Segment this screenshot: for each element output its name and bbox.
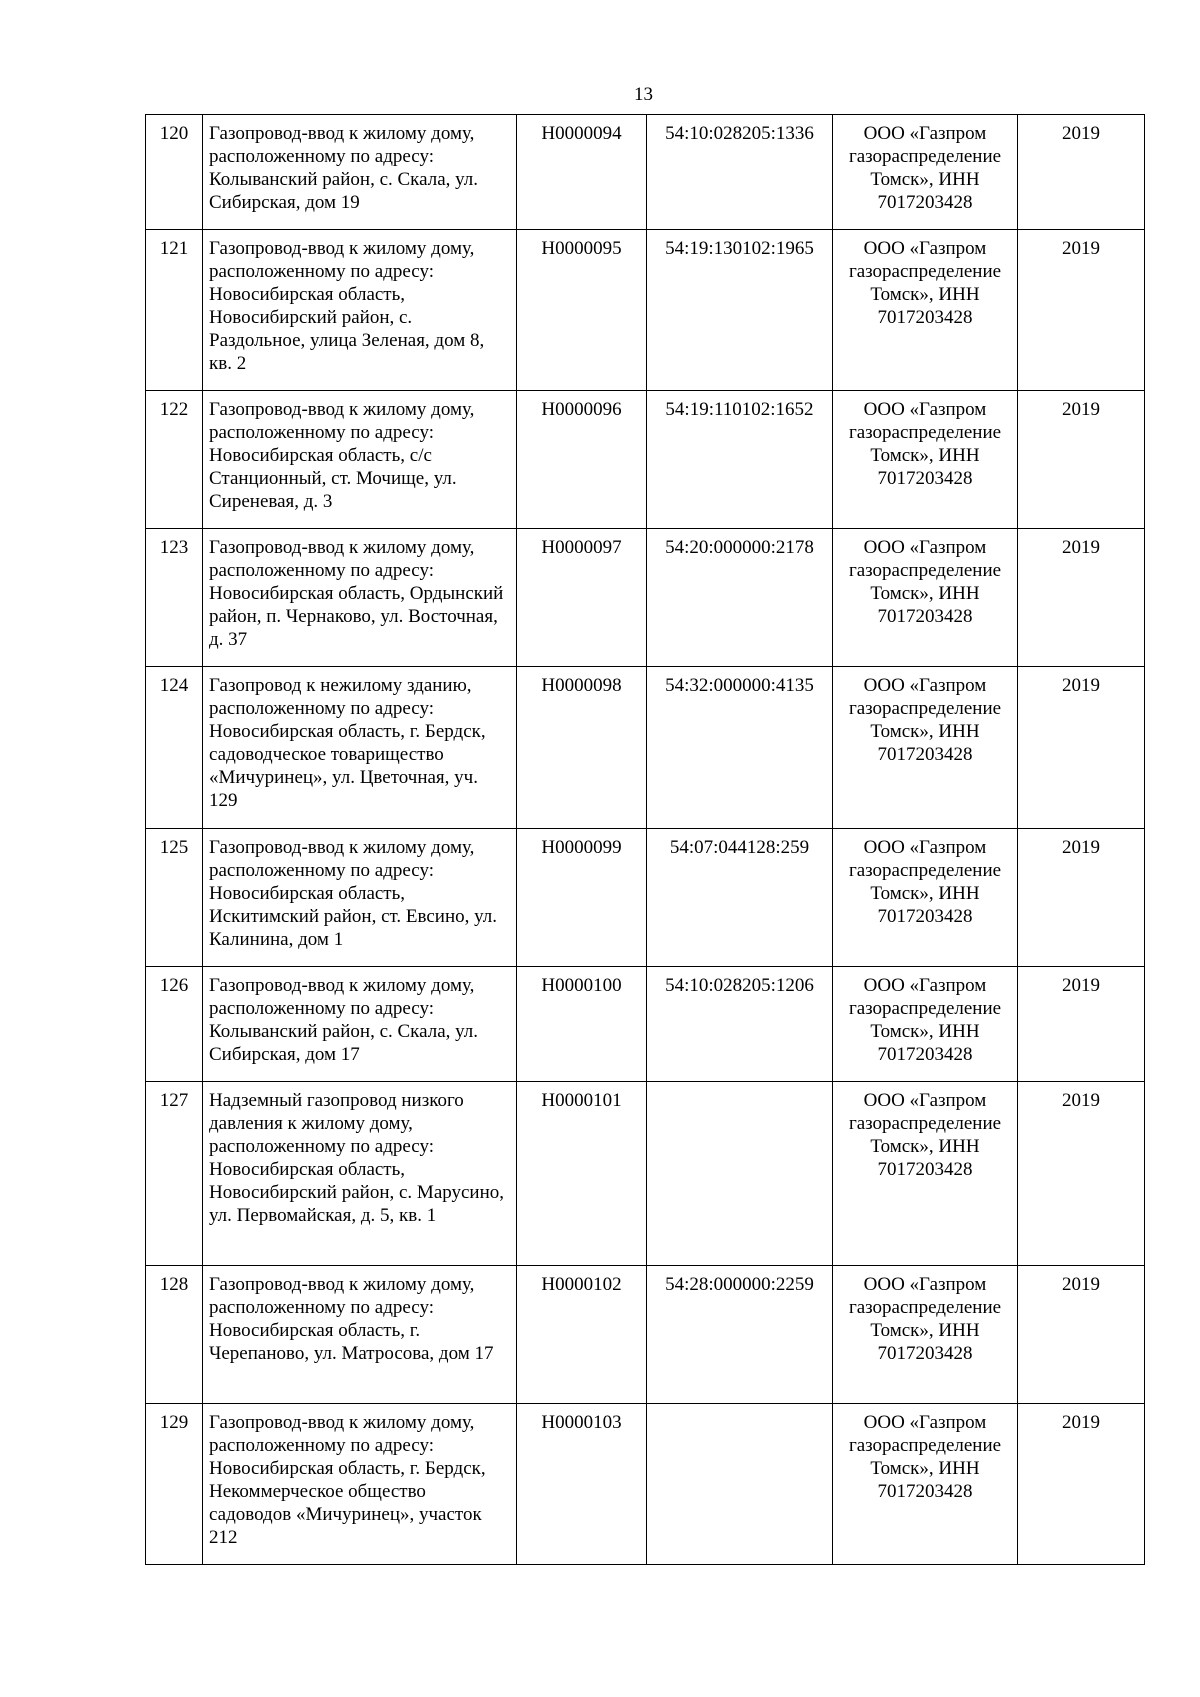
row-number: 128 (146, 1266, 203, 1404)
owner-organization: ООО «Газпром газораспределение Томск», ИНН 7017203428 (833, 829, 1018, 967)
table-row (146, 529, 1145, 667)
owner-organization: ООО «Газпром газораспределение Томск», ИНН 7017203428 (833, 1404, 1018, 1565)
owner-organization: ООО «Газпром газораспределение Томск», ИНН 7017203428 (833, 529, 1018, 667)
cadastral-number: 54:10:028205:1206 (647, 967, 833, 1082)
page-number: 13 (634, 84, 653, 105)
cadastral-number: 54:19:110102:1652 (647, 391, 833, 529)
table-row (146, 829, 1145, 967)
owner-organization: ООО «Газпром газораспределение Томск», ИНН 7017203428 (833, 667, 1018, 829)
year: 2019 (1018, 230, 1145, 391)
row-number: 125 (146, 829, 203, 967)
object-name: Надземный газопровод низкого давления к жилому дому, расположенному по адресу: Новосибирская область, Новосибирский район, с. Марусино, ул. Первомайская, д. 5, кв. 1 (203, 1082, 517, 1266)
inventory-code: Н0000097 (517, 529, 647, 667)
table-row (146, 391, 1145, 529)
inventory-code: Н0000095 (517, 230, 647, 391)
row-number: 124 (146, 667, 203, 829)
row-number: 122 (146, 391, 203, 529)
table-row (146, 967, 1145, 1082)
year: 2019 (1018, 829, 1145, 967)
cadastral-number: 54:10:028205:1336 (647, 115, 833, 230)
registry-table (145, 114, 1145, 1565)
object-name: Газопровод к нежилому зданию, расположенному по адресу: Новосибирская область, г. Бердск, садоводческое товарищество «Мичуринец», ул. Цветочная, уч. 129 (203, 667, 517, 829)
owner-organization: ООО «Газпром газораспределение Томск», ИНН 7017203428 (833, 230, 1018, 391)
object-name: Газопровод-ввод к жилому дому, расположенному по адресу: Новосибирская область, Искитимский район, ст. Евсино, ул. Калинина, дом 1 (203, 829, 517, 967)
cadastral-number: 54:28:000000:2259 (647, 1266, 833, 1404)
year: 2019 (1018, 1082, 1145, 1266)
table-row (146, 230, 1145, 391)
owner-organization: ООО «Газпром газораспределение Томск», ИНН 7017203428 (833, 115, 1018, 230)
cadastral-number: 54:07:044128:259 (647, 829, 833, 967)
owner-organization: ООО «Газпром газораспределение Томск», ИНН 7017203428 (833, 1266, 1018, 1404)
table-row (146, 667, 1145, 829)
year: 2019 (1018, 967, 1145, 1082)
year: 2019 (1018, 115, 1145, 230)
row-number: 127 (146, 1082, 203, 1266)
owner-organization: ООО «Газпром газораспределение Томск», ИНН 7017203428 (833, 391, 1018, 529)
object-name: Газопровод-ввод к жилому дому, расположенному по адресу: Новосибирская область, с/с Станционный, ст. Мочище, ул. Сиреневая, д. 3 (203, 391, 517, 529)
year: 2019 (1018, 667, 1145, 829)
year: 2019 (1018, 1404, 1145, 1565)
owner-organization: ООО «Газпром газораспределение Томск», ИНН 7017203428 (833, 1082, 1018, 1266)
object-name: Газопровод-ввод к жилому дому, расположенному по адресу: Новосибирская область, г. Бердск, Некоммерческое общество садоводов «Мичуринец», участок 212 (203, 1404, 517, 1565)
row-number: 121 (146, 230, 203, 391)
table-row (146, 1404, 1145, 1565)
cadastral-number: 54:32:000000:4135 (647, 667, 833, 829)
inventory-code: Н0000096 (517, 391, 647, 529)
object-name: Газопровод-ввод к жилому дому, расположенному по адресу: Новосибирская область, Ордынский район, п. Чернаково, ул. Восточная, д. 37 (203, 529, 517, 667)
inventory-code: Н0000100 (517, 967, 647, 1082)
row-number: 126 (146, 967, 203, 1082)
inventory-code: Н0000094 (517, 115, 647, 230)
cadastral-number: 54:19:130102:1965 (647, 230, 833, 391)
table-row (146, 1266, 1145, 1404)
table-row (146, 1082, 1145, 1266)
inventory-code: Н0000102 (517, 1266, 647, 1404)
row-number: 129 (146, 1404, 203, 1565)
object-name: Газопровод-ввод к жилому дому, расположенному по адресу: Новосибирская область, г. Черепаново, ул. Матросова, дом 17 (203, 1266, 517, 1404)
row-number: 120 (146, 115, 203, 230)
cadastral-number (647, 1404, 833, 1565)
object-name: Газопровод-ввод к жилому дому, расположенному по адресу: Колыванский район, с. Скала, ул. Сибирская, дом 17 (203, 967, 517, 1082)
object-name: Газопровод-ввод к жилому дому, расположенному по адресу: Новосибирская область, Новосибирский район, с. Раздольное, улица Зеленая, дом 8, кв. 2 (203, 230, 517, 391)
inventory-code: Н0000101 (517, 1082, 647, 1266)
object-name: Газопровод-ввод к жилому дому, расположенному по адресу: Колыванский район, с. Скала, ул. Сибирская, дом 19 (203, 115, 517, 230)
inventory-code: Н0000099 (517, 829, 647, 967)
year: 2019 (1018, 391, 1145, 529)
inventory-code: Н0000103 (517, 1404, 647, 1565)
row-number: 123 (146, 529, 203, 667)
table-row (146, 115, 1145, 230)
cadastral-number: 54:20:000000:2178 (647, 529, 833, 667)
cadastral-number (647, 1082, 833, 1266)
inventory-code: Н0000098 (517, 667, 647, 829)
year: 2019 (1018, 1266, 1145, 1404)
year: 2019 (1018, 529, 1145, 667)
owner-organization: ООО «Газпром газораспределение Томск», ИНН 7017203428 (833, 967, 1018, 1082)
